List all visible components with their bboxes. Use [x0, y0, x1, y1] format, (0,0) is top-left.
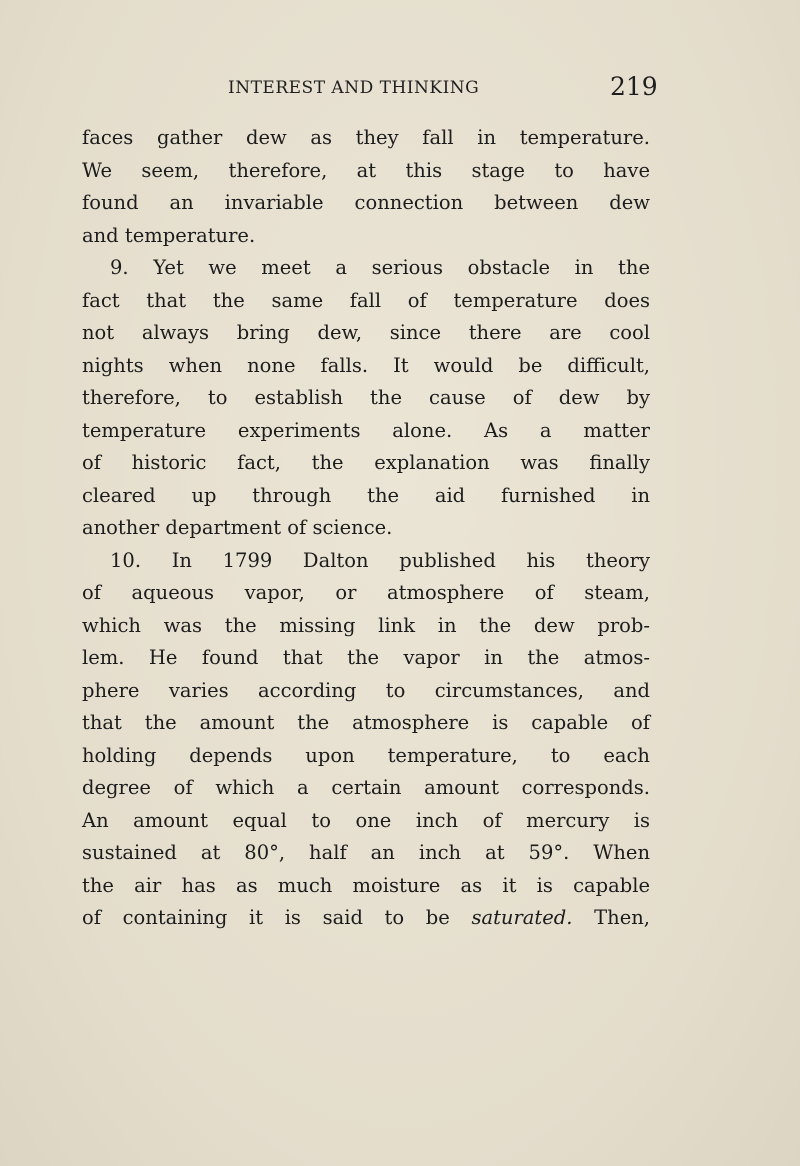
italic-term: saturated. [471, 906, 573, 929]
text-line: that the amount the atmosphere is capable of [82, 711, 650, 734]
text-line: cleared up through the aid furnished in [82, 483, 650, 507]
text-line: of historic fact, the explanation was finally [82, 451, 650, 474]
text-line: fact that the same fall of temperature does [82, 288, 650, 312]
text-line: of aqueous vapor, or atmosphere of steam, [82, 581, 650, 604]
text-line: found an invariable connection between dew [82, 191, 650, 214]
text-line: holding depends upon temperature, to each [82, 743, 650, 767]
paragraph-10-first-line: 10. In 1799 Dalton published his theory [110, 548, 650, 572]
text-line: another department of science. [82, 516, 393, 539]
body-text [82, 122, 650, 935]
text-line: not always bring dew, since there are cool [82, 321, 650, 344]
text-line: faces gather dew as they fall in temperature. [82, 126, 650, 149]
final-line-start: of containing it is said to be [82, 906, 450, 929]
text-line: and temperature. [82, 223, 256, 247]
text-line: the air has as much moisture as it is capable [82, 873, 650, 897]
page-header [0, 72, 800, 106]
running-title: INTEREST AND THINKING [228, 78, 480, 98]
paragraph-9-first-line: 9. Yet we meet a serious obstacle in the [110, 256, 650, 279]
text-line: degree of which a certain amount corresponds. [82, 776, 650, 799]
text-line-final [82, 902, 650, 935]
text-line: lem. He found that the vapor in the atmos- [82, 646, 650, 669]
text-line: phere varies according to circumstances, and [82, 678, 650, 702]
text-line: which was the missing link in the dew prob- [82, 613, 650, 637]
text-line: We seem, therefore, at this stage to have [82, 158, 650, 182]
page-number: 219 [610, 72, 658, 101]
final-line-end: Then, [594, 906, 650, 929]
text-line: nights when none falls. It would be difficult, [82, 353, 650, 377]
text-line: temperature experiments alone. As a matter [82, 418, 650, 442]
text-line: sustained at 80°, half an inch at 59°. When [82, 841, 650, 864]
text-line: An amount equal to one inch of mercury is [82, 808, 650, 832]
text-line: therefore, to establish the cause of dew by [82, 386, 650, 409]
